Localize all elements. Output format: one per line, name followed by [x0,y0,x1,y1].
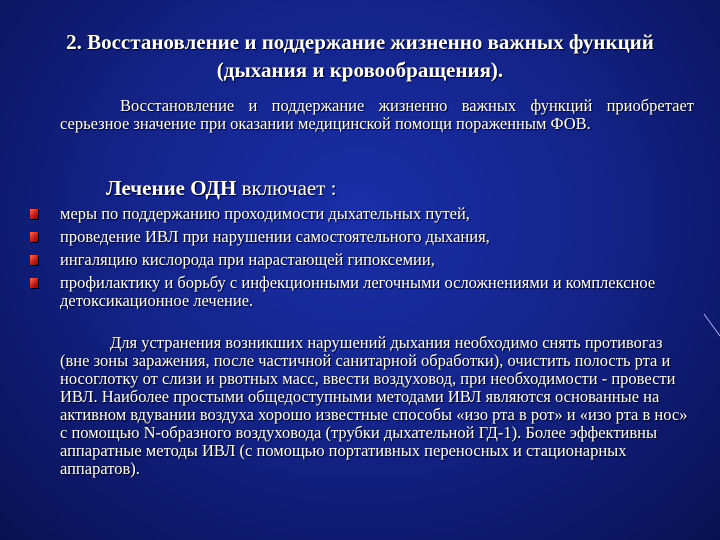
list-item-text: профилактику и борьбу с инфекционными легочными осложнениями и комплексное детоксикационное лечение. [60,273,656,310]
bullet-icon [30,209,38,219]
treatment-subheading [106,176,337,201]
subheading-bold: Лечение ОДН [106,176,237,200]
bullet-icon [30,278,38,288]
body-paragraph: Для устранения возникших нарушений дыхания необходимо снять противогаз (вне зоны заражения, после частичной санитарной обработки), очистить полость рта и носоглотку от слизи и рвотных масс, ввести воздуховод, при необходимости - провести ИВЛ. Наиболее простыми общедоступными методами ИВЛ являются основанные на активном вдувании воздуха хорошо известные способы «изо рта в рот» и «изо рта в нос» с помощью N-образного воздуховода (трубки дыхательной ГД-1). Более эффективны аппаратные методы ИВЛ (с помощью портативных переносных и стационарных аппаратов). [60,333,688,478]
list-item [30,228,694,246]
bullet-icon [30,232,38,242]
slide-title: 2. Восстановление и поддержание жизненно важных функций (дыхания и кровообращения). [66,30,654,82]
treatment-list [30,205,694,315]
subheading-rest: включает : [236,176,337,200]
list-item [30,205,694,223]
bullet-icon [30,255,38,265]
list-item-text: проведение ИВЛ при нарушении самостоятельного дыхания, [60,227,490,246]
intro-paragraph: Восстановление и поддержание жизненно важных функций приобретает серьезное значение при оказании медицинской помощи пораженным ФОВ. [60,96,694,133]
list-item [30,251,694,269]
list-item-text: меры по поддержанию проходимости дыхательных путей, [60,204,470,223]
list-item [30,274,694,310]
list-item-text: ингаляцию кислорода при нарастающей гипоксемии, [60,250,435,269]
decorative-line-icon [702,312,720,338]
